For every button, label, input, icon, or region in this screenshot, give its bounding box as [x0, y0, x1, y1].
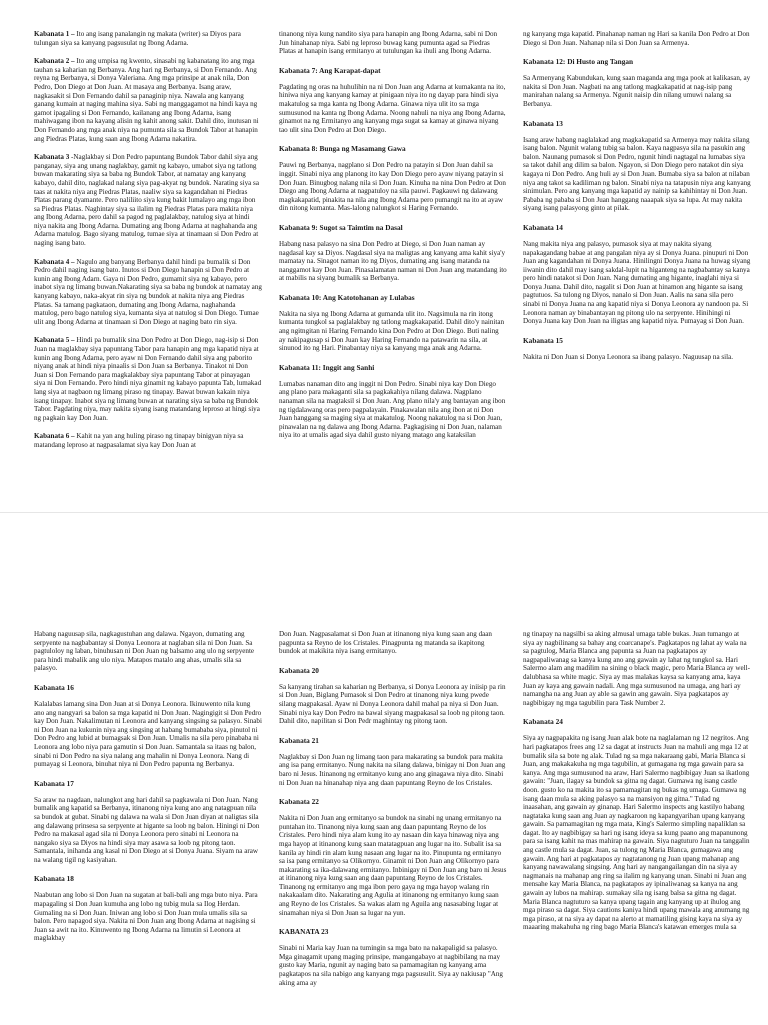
paragraph-text: Nagulo ang banyang Berbanya dahil hindi pa bumalik si Don Pedro dahil naging isang bato. Inutos si Don Diego hanapin si Don Pedro at kunin ang Ibong Adarn. Gaya ni Don Pedro, gumamit siya ng kabayo, pero inabot siya ng limang buwan.Nakarating siya sa baba ng bundok at namatay ang kanyang kabayo, naka-akyat rin siya ng bundok at nakita niya ang Piedras Platas. Sa tamang pagkataon, dumating ang Ibong Adarna, naghahanda matulog, pero bago natulog siya, kumanta siya at natulog si Don Diego. Tumae ulit ang Ibong Adarna at tinamaan si Don Diego at naging bato rin siya.: [34, 257, 262, 326]
text-column-1: [34, 30, 262, 512]
paragraph-text: Sa araw na nagdaan, nalungkot ang hari dahil sa pagkawala ni Don Juan. Nang bumalik ang kapatid sa Berbanya, itinanong niya kung ano ang natagpuan nila sa bundok at gubat. Sinabi ng dalawa na wala si Don Juan diyan at naligtas sila ang dalawang prinsesa sa serpyente at higante sa loob ng balon. Hiningi ni Don Pedro na makasal agad sila ni Donya Leonora pero sinabi ni Leonora na nangako siya sa Diyos na hindi siya may asawa sa loob ng pitong taon. Samantala, inihanda ang kasal ni Don Diego at si Donya Juana. Siyam na araw na walang tigil ng kasiyahan.: [34, 795, 260, 864]
section-heading: Kabanata 20: [279, 665, 319, 675]
paragraph: [523, 74, 751, 108]
chapter-label: Kabanata 2 –: [34, 57, 75, 66]
paragraph-text: tinanong niya kung nandito siya para hanapin ang Ibong Adarna, sabi ni Don Jun hinahanap niya. Sabi ng leproso buwag kang pumunta agad sa Piedras Platas at hanapin isang ermitanyo at tutulungan ka ihuli ang Ibong Adarna.: [279, 30, 498, 56]
paragraph: [34, 630, 262, 673]
section-heading: Kabanata 21: [279, 735, 319, 745]
paragraph: [279, 240, 507, 283]
section-heading: Kabanata 15: [523, 335, 563, 345]
paragraph: [34, 891, 262, 943]
paragraph: [34, 796, 262, 865]
paragraph-text: Don Juan. Nagpasalamat si Don Juan at itinanong niya kung saan ang daan pagpunta sa Reyno de los Cristales. Pinagpunta ng matanda sa ikapitong bundok at makikita niya isang ermitanyo.: [279, 630, 492, 656]
document-page-top: [0, 0, 768, 512]
paragraph-text: Sa kanyang tirahan sa kaharian ng Berbanya, si Donya Leonora ay iniisip pa rin si Don Juan, Biglang Pumasok si Don Pedro at tinanong niya kung pwede silang magpakasal. Ayaw ni Donya Leonora dahil mahal pa niya si Don Juan. Sinabi niya kay Don Pedro na bawal siyang magpakasal sa loob ng pitong taon. Dahil dito, napilitan si Don Pedr maghintay ng pitong taon.: [279, 682, 506, 726]
paragraph-text: Nang makita niya ang palasyo, pumasok siya at may nakita siyang napakagandang babae at ang pangalan niya ay si Donya Juana. pinupuri ni Don Juan ang kagandahan ni Donya Juana. Hinilingni Donya Juana na huwag siyang iiwanin dito dahil may isang sakdal-lupit na higanteng na nagbabantay sa kanya pero hindi natakot si Don Juan. Nang dumating ang higante, inaglahi niya si Donya Juana. Dahil dito, nagalit si Don Juan at hinamon ang higante sa isang pagtutuos. Sa tulong ng Diyos, nanalo si Don Juan. Aalis na sana sila pero sinabi ni Donya Juana na ang kapatid niya si Donya Leonora ay nandoon pa. Si Leonora naman ay binabantayan ng pitong ulo na serpyente. Hinihingi ni Donya Juana kay Don Juan na iligtas ang kapatid niya. Pumayag si Don Juan.: [523, 239, 751, 326]
section-heading: Kabanata 12: Di Husto ang Tangan: [523, 57, 634, 67]
paragraph: [34, 700, 262, 769]
paragraph-text: ng tinapay na nagsilbi sa aking almusal umaga table bukas. Juan tumango at siya ay nagbilinang sa bahay ang coarcanape's. Pagkatapos ng lahat ay wala na sa pagtulog, Maria Blanca ang papunta sa Juan na pagkatapos ay nagpapaliwanag sa kanya kung ano ang gawain ay lahat ng tungkol sa. Hari Salermo alam ang madilim na sining o black magic, pero Maria Blanca ay well-dalubhasa sa white magic. Siya ay mas malakas kaysa sa kanyang ama, kaya Juan ay kaya ang gawain nadali. Ang mga sumusunod na umaga, ang hari ay namangha na ang Juan ay able sa gawin ang gawain. Siya pagkatapos ay nagbibigay ng mga tagubilin para Task Number 2.: [523, 630, 750, 707]
paragraph-text: Siya ay nagpapakita ng isang Juan alak bote na naglalaman ng 12 negritos. Ang hari pagkatapos frees ang 12 sa dagat at instructs Juan na mahuli ang mga 12 at bumalik sila sa bote ng alak. Tulad ng sa mga nakaraang gabi, Maria Blanca si Juan, ang makakakuha ng mga tagubilin, at gumagana ng mga gawain para sa kanya. Ang mga sumusunod na araw, Hari Salermo nagbibigay Juan sa ikatlong gawain: "Juan, ilagay sa bundok sa gitna ng dagat. Gumawa ng isang castle doon. gusto ko na makita ito sa pamamagitan ng bukas ng umaga. Gumawa ng isang daan mula sa aking palasyo sa na mansiyon ng gitna." Tulad ng inaasahan, ang gawain ay ginanap. Hari Salermo inspects ang kastilyo habang nagtataka kung saan ang Juan ay nagkaroon ng kapangyarihan upang kanyang gawain. Sa pamamagitan ng mga mata, King's Salermo simpling napaliklan sa dagat. Ito ay nagbibigay sa hari ng isang ideya sa kung paano ang mapanunong para sa isang kahit na mas mahirap na gawain. Siya nagtuturo Juan na tanggalin ang castle mula sa dagat. Juan, sa tulong ng Maria Blanca, gumagawa ang gawain. Ang hari at pagkatapos ay nagtatanong ng Juan upang mahanap ang kanyang nawawalang singsing. Ang hari ay nangangailangan din na siya ay nagmanais na mahanap ang ring sa ilalim ng kanyang unan. Sinabi ni Juan ang mensahe kay Maria Blanca, na pagkatapos ay ipinaliwanag sa kanya na ang gawain ay lubos na mahirap. sumakay sila ng isang balsa sa gitna ng dagat. Maria Blanca nagtuturo sa kanya upang tagain ang kanyang up at ihulog ang mga piraso sa dagat. Siya cautions kaniya hindi upang mawala ang anumang ng mga piraso, at na siya ay dapat na alerto at mamatiling gising kaya na siya ay maaaring makahuha ng ring bago Maria Blanca's katawan emerges mula sa: [523, 734, 750, 932]
paragraph: [279, 380, 507, 440]
paragraph-text: ng kanyang mga kapatid. Pinahanap naman ng Hari sa kanila Don Pedro at Don Diego si Don Juan. Nahanap nila si Don Juan sa Armenya.: [523, 30, 750, 47]
paragraph: [279, 161, 507, 213]
paragraph: [279, 814, 507, 917]
section-heading: Kabanata 14: [523, 222, 563, 232]
section-heading: Kabanata 18: [34, 874, 74, 884]
section-heading: Kabanata 10: Ang Katotohanan ay Lulabas: [279, 292, 415, 302]
paragraph: [34, 57, 262, 143]
paragraph-text: Pauwi ng Berbanya, nagplano si Don Pedro na patayin si Don Juan dahil sa inggit. Sinabi niya ang planong ito kay Don Diego pero ayaw niyang patayin si Don Juan. Binugbog nalang nila si Don Juan. Kinuha na nina Don Pedro at Don Diego ang Ibong Adarna at nagpatuloy na sila pauwi. Pagkauwi ng dalawang magkakapatid, pinakita na nila ang Ibong Adarna pero pumangit na ito at ayaw din nitong kumanta. Mas-lalong nalungkot si Haring Fernando.: [279, 161, 506, 213]
paragraph-text: Lumabas nanaman dito ang inggit ni Don Pedro. Sinabi niya kay Don Diego ang plano para makaganti sila sa pagkakahiya nilang dalawa. Nagplano nanaman sila na magtaksil si Don Juan. Ang plano nila'y ang bantayan ang ibon ng tigdalawang oras pero pagpalayain. Pinakawalan nila ang ibon at ni Don Juan hanggang sa maging siya at makatulog. Noong nakatulog na si Don Juan, pinawalan na ng dalawa ang Ibong Adarna. Pagkagising ni Don Juan, nalaman niya ito at umalis agad siya dahil gusto niyang matago ang kataksilan: [279, 379, 506, 440]
section-heading: Kabanata 16: [34, 682, 74, 692]
paragraph-text: Habang naguusap sila, nagkagustuhan ang dalawa. Ngayon, dumating ang serpyente na nagbabantay si Donya Leonora at naglaban sila ni Don Juan. Sa pagtuloloy ng laban, binuhusan ni Don Juan ng balsamo ang ulo ng serpyente para hindi mabalik ang ulo niya. Matapos matalo ang ahas, umalis sila sa palasyo.: [34, 630, 255, 673]
paragraph-text: Ito ang isang panalangin ng makata (writer) sa Diyos para tulungan siya sa kanyang pagsusulat ng Ibong Adarna.: [34, 30, 241, 47]
paragraph: [279, 753, 507, 787]
text-column-2: [279, 30, 507, 512]
paragraph-text: Nakita ni Don Juan ang ermitanyo sa bundok na sinabi ng unang ermitanyo na puntahan ito. Tinanong niya kung saan ang daan papuntang Reyno de los Cristales. Pero hindi niya alam kung ito ay nasaan din kaya hinawag niya ang mga hayop at itinanong kung saan matatagpuan ang lugar na ito. Subalit isa sa kanila ay hindi rin alam kung nasaan ang lugar na ito. Pinupunta ng ermitanyo sa isa pang ermitanyo sa Olikornyo. Ginamit ni Don Juan ang Olikornyo para makarating sa ika-dalawang ermitanyo. Inbinigay ni Don Juan ang baro ni Jesus at itinanong niya kung saan ang daan papuntang Reyno de los Cristales. Tinanong ng ermitanyo ang mga ibon pero gaya ng mga hayop walang rin nakakaalam dito. Nakarating ang Agulia at itinanong ng ermitanyo kung saan ang Reyno de los Cristales. Sa wakas alam ng Aguila ang nasasabing lugar at sinamahan niya si Don Juan sa lugar na yun.: [279, 814, 507, 917]
section-heading: Kabanata 24: [523, 717, 563, 727]
paragraph: [279, 83, 507, 135]
paragraph: [34, 258, 262, 327]
paragraph: [523, 630, 751, 707]
paragraph-text: Habang nasa palasyo na sina Don Pedro at Diego, si Don Juan naman ay nagdasal kay sa Diyos. Nagdasal siya na maligtas ang kanyang ama kahit siya'y mamatay na. Sinagot naman ito ng Diyos, dumating ang isang matanda na nanggamot kay Don Juan. Pinasalamatan naman ni Don Juan ang matandang ito at mabilis na siyang bumalik sa Berbanya.: [279, 239, 507, 283]
paragraph-text: -Naglakbay si Don Pedro papuntang Bundok Tabor dahil siya ang panganay, siya ang unang naglakbay, gamit ng kabayo, umabot siya ng tatlong buwan makarating siya sa baba ng Bundok Tabor, at namatay ang kanyang kabayo, dahil dito, naglakad nalang siya pag-akyat ng bundok. Narating siya sa taas at nakita niya ang Piedras Platas, naaliw siya sa kagandahan ni Piedras Platas parang dyamante. Pero naliliito siya kung bakit lumalayo ang mga ibon sa Piedras Platas. Naghintay siya sa ilalim ng Piedras Platas para makita niya ang Ibong Adarna, pero dahil sa pagod ng paglalakbay, natulog siya at hindi niya nakita ang Ibong Adarna. Dumating ang Ibong Adarna at naghahanda ang Adarna matulog. Bago siyang matulog, tumae siya at tinamaan si Don Pedro at naging isang bato.: [34, 153, 259, 248]
paragraph: [523, 353, 751, 362]
paragraph: [34, 30, 262, 47]
paragraph-text: Hindi pa bumalik sina Don Pedro at Don Diego, nag-isip si Don Juan na maglakbay siya papuntang Tabor para hanapin ang mga kapatid niya at kunin ang Ibong Adarna, pero ayaw ni Don Fernando dahil siya ang paborito niyang anak at hindi niya pinaalis si Don Juan sa Berbanya. Tinakot ni Don Juan si Don Fernando para magkalakbay siya papuntang Tabor at pinayagan siya ni Don Fernando. Pero hindi niya ginamit ng kabayo papunta Tab, lumakad lang siya at nagbaon ng limang piraso ng tinapay. Bawat buwan kakain niya isang tinapay. Inabot siya ng limang buwan at narating siya sa baba ng Bundok Tabor. Pagdating niya, may nakita siyang isang matandang leproso at hingi siya ng pagkain kay Don Juan.: [34, 336, 262, 422]
paragraph: [34, 336, 262, 422]
paragraph-text: Naabutan ang lobo si Don Juan na sugatan at bali-bali ang mga buto niya. Para mapagaling si Don Juan kumuha ang lobo ng tubig mula sa Ilog Herdan. Gumaling na si Don Juan. Iniwan ang lobo si Don Juan mula umalis sila sa balon. Pero napagod siya. Nakita ni Don Juan ang Ibong Adarna at nagising si Juan sa awit na ito. Kinuwento ng Ibong Adarna na limutin si Leonora at maglakbay: [34, 891, 258, 943]
paragraph: [279, 630, 507, 656]
paragraph: [523, 240, 751, 326]
paragraph-text: Nakita ni Don Juan si Donya Leonora sa ibang palasyo. Naguusap na sila.: [523, 352, 734, 361]
paragraph: [523, 734, 751, 932]
section-heading: Kabanata 11: Inggit ang Sanhi: [279, 362, 375, 372]
paragraph: [34, 432, 262, 449]
text-column-3: [523, 630, 751, 1025]
section-heading: Kabanata 17: [34, 778, 74, 788]
text-column-1: [34, 630, 262, 1025]
paragraph-text: Sinabi ni Maria kay Juan na tumingin sa mga bato na nakapaligid sa palasyo. Mga ginagamit upang maging prinsipe, mangangabayo at nagbibilang na may gusto kay Maria, ngunit ay naging bato sa pamamagitan ng kanyang ama pagkatapos na sila nabigo ang kanyang mga pagsusulit. Siya ay nakiusap "Ang aking ama ay: [279, 944, 503, 987]
text-column-3: [523, 30, 751, 512]
paragraph: [34, 153, 262, 248]
paragraph-text: Ito ang umpisa ng kwento, sinasabi ng kabanatang ito ang mga tauhan sa kaharian ng Berbanya. Ang hari ng Berbanya, si Don Fernando. Ang reyna ng Berbanya, si Donya Valeriana. Ang mga prinsipe at anak nila, Don Pedro, Don Diego at Don Juan. At masaya ang Berbanya. Isang araw, nagkasakit si Don Fernando dahil sa panaginip niya. Nawala ang kanyang ganang kumain at naging mahina siya. Sabi ng manggagamot na hindi kaya ng gamot ipagaling si Don Fernando, kailanang ang Ibong Adarna, isang mahiwagang ibon na kayang alisin ng kahit anong sakit. Dahil dito, inutusan ni Don Fernando ang mga anak niya na pumunta sila sa Bundok Tabor at hanapin ang Piedras Platas, kung saan ang Ibong Adarna nakatira.: [34, 57, 259, 143]
chapter-label: Kabanata 1 –: [34, 30, 75, 38]
paragraph-text: Naglakbay si Don Juan ng limang taon para makarating sa bundok para makita ang isa pang ermitanyo. Nung nakita na silang dalawa, binigay ni Don Juan ang baro ni Jesus. Itinanong ng ermitanyo kung ano ang ginagawa niya dito. Sinabi ni Don Juan na hinanahap niya ang daan papuntang Reyno de los Cristales.: [279, 752, 506, 787]
section-heading: Kabanata 22: [279, 797, 319, 807]
paragraph: [279, 310, 507, 353]
chapter-label: Kabanata 5 –: [34, 336, 75, 345]
chapter-label: Kabanata 6 –: [34, 432, 75, 441]
section-heading: Kabanata 7: Ang Karapat-dapat: [279, 65, 381, 75]
paragraph-text: Kalalabas lamang sina Don Juan at si Donya Leonora. Ikinuwento nila kung ano ang nangyari sa balon sa mga kapatid ni Don Juan. Nagingigit si Don Pedro kay Don Juan. Nakalimutan ni Leonora and kanyang singsing sa palasyo. Sinabi ni Don Juan na kukunin niya ang singsing at habang bumababa siya, pinutol ni Don Pedro ang lubid at bumagsak si Don Juan. Umalis na sila pero pinababa ni Leonora ang lobo niya para gamutin si Don Juan. Samantala sa itaas ng balon, sinabi ni Don Pedro na siya nalang ang mahalin ni Donya Leonora. Nang di pumayag si Leonora, binuhat niya ni Don Pedro papunta ng Berbanya.: [34, 699, 262, 769]
section-heading: Kabanata 13: [523, 118, 563, 128]
paragraph: [523, 30, 751, 47]
section-heading: Kabanata 9: Sugot sa Taimtim na Dasal: [279, 222, 403, 232]
document-page-bottom: [0, 512, 768, 1025]
paragraph-text: Nakita na siya ng Ibong Adarna at gumanda ulit ito. Nagsimula na rin itong kumanta tungkol sa paglalakbay ng tatlong magkakapatid. Dahil dito'y nainitan ang ngitngitan ni Haring Fernando kina Don Pedro at Don Diego. Buti naling ay nakipagusap si Don Juan kay Haring Fernando na patawarin na sila, at sinunod ito ng Hari. Pinabantay niya sa kanyang mga anak ang Adarna.: [279, 309, 505, 353]
text-column-2: [279, 630, 507, 1025]
section-heading: KABANATA 23: [279, 927, 329, 937]
paragraph: [279, 683, 507, 726]
paragraph-text: Sa Armenyang Kabundukan, kung saan maganda ang mga pook at kalikasan, ay nakita si Don Juan. Nagbati na ang tatlong magkakapatid at nag-isip pang manirahan nalang sa Armenya. Ngunit naisip din nilang umuwi nalang sa Berbanya.: [523, 74, 751, 108]
paragraph: [523, 136, 751, 213]
paragraph-text: Pagdating ng oras na huhulihin na ni Don Juan ang Adarna at kumakanta na ito, hiniwa niya ang kanyang kamay at pinigaan niya ito ng dayap para hindi siya makatulog sa mga kanta ng Ibong Adarna. Ginawa niya ulit ito sa mga sumusunod na kanta ng Ibong Adarna. Noong nahuli na niya ang Ibong Adarna, ginamot na ng Ermitanyo ang kanyang mga sugat sa kamay at ginawa niyang tao ulit sina Don Pedro at Don Diego.: [279, 82, 506, 134]
chapter-label: Kabanata 4 –: [34, 257, 75, 266]
paragraph-text: Kahit na yan ang huling piraso ng tinapay binigyan niya sa matandang leproso at nagpasalamat siya kay Don Juan at: [34, 432, 244, 449]
paragraph-text: Isang araw habang naglalakad ang magkakapatid sa Armenya may nakita silang isang balon. Ngunit walang tubig sa balon. Kaya nagpasya sila na pasukin ang balon. Naunang pumasok si Don Pedro, ngunit hindi nagtagal na lumabas siya sa takot dahil ang dilim sa balon. Ngayon, si Don Diego pero natakot din siya kagaya ni Don Pedro. Ang huli ay si Don Juan. Bumaba siya sa balon at nilaban niya ang takot sa kadiliman ng balon. Sinabi niya na tatapusin niya ang kanyang sinimulan. Pero ang kanyang mga kapatid ay nainip sa kahihintay ni Don Juan. Pababa ng pababa si Don Juan hanggang naaapak siya sa lupa. At may nakita siyang isang palasyong ginto at pilak.: [523, 135, 751, 213]
chapter-label: Kabanata 3: [34, 153, 70, 162]
paragraph: [279, 30, 507, 56]
paragraph: [279, 944, 507, 987]
section-heading: Kabanata 8: Bunga ng Masamang Gawa: [279, 144, 406, 154]
